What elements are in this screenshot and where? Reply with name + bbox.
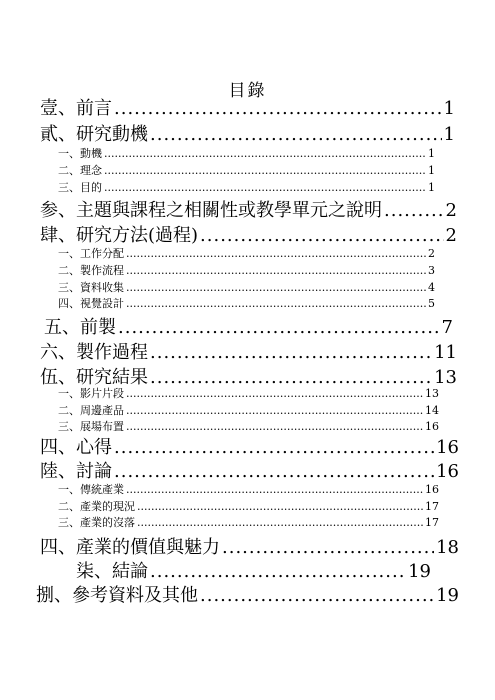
toc-entry-page: 16 — [425, 483, 439, 496]
toc-subentry — [58, 387, 439, 401]
toc-title: 目錄 — [228, 81, 267, 101]
toc-entry-page: 2 — [445, 225, 457, 246]
dot-leader — [126, 483, 423, 497]
toc-entry-page: 4 — [428, 281, 435, 294]
toc-entry-label: 六、製作過程 — [40, 342, 148, 363]
toc-subentry — [58, 281, 435, 295]
dot-leader — [150, 342, 432, 364]
dot-leader — [126, 264, 426, 278]
toc-entry-label: 三、資料收集 — [58, 281, 124, 294]
dot-leader — [150, 561, 406, 583]
toc-entry-references — [36, 585, 459, 607]
toc-entry-production — [40, 342, 457, 364]
toc-entry-page: 1 — [428, 181, 435, 194]
toc-subentry — [58, 164, 435, 178]
toc-entry-label: 一、工作分配 — [58, 247, 124, 260]
toc-entry-curriculum — [40, 200, 457, 222]
toc-entry-label: 二、製作流程 — [58, 264, 124, 277]
dot-leader — [126, 281, 426, 295]
toc-entry-methods — [40, 225, 457, 247]
dot-leader — [137, 516, 423, 530]
toc-entry-page: 3 — [428, 264, 435, 277]
dot-leader — [150, 367, 432, 389]
toc-entry-page: 11 — [434, 342, 457, 363]
toc-entry-label: 二、理念 — [58, 164, 102, 177]
dot-leader — [114, 461, 434, 483]
dot-leader — [104, 164, 426, 178]
toc-entry-page: 1 — [443, 98, 455, 119]
toc-subentry — [58, 516, 439, 530]
toc-entry-page: 1 — [443, 124, 455, 145]
toc-entry-page: 16 — [436, 461, 459, 482]
dot-leader — [104, 181, 426, 195]
toc-entry-reflections — [40, 437, 459, 459]
toc-entry-discussion — [40, 461, 459, 483]
toc-entry-page: 17 — [425, 500, 439, 513]
toc-entry-label: 五、前製 — [44, 317, 116, 338]
dot-leader — [114, 98, 442, 120]
toc-entry-page: 13 — [425, 387, 439, 400]
toc-entry-page: 7 — [441, 317, 453, 338]
dot-leader — [222, 537, 434, 559]
toc-entry-label: 四、產業的價值與魅力 — [40, 537, 220, 558]
toc-entry-page: 13 — [434, 367, 457, 388]
dot-leader — [384, 200, 444, 222]
dot-leader — [114, 437, 434, 459]
toc-entry-label: 一、傳統產業 — [58, 483, 124, 496]
dot-leader — [126, 387, 423, 401]
toc-entry-label: 一、影片片段 — [58, 387, 124, 400]
toc-subentry — [58, 420, 439, 434]
dot-leader — [200, 585, 434, 607]
dot-leader — [126, 297, 426, 311]
toc-entry-industry-value — [40, 537, 459, 559]
toc-subentry — [58, 181, 435, 195]
toc-subentry — [58, 264, 435, 278]
toc-entry-label: 三、展場布置 — [58, 420, 124, 433]
toc-subentry — [58, 147, 435, 161]
toc-entry-label: 二、產業的現況 — [58, 500, 135, 513]
dot-leader — [126, 420, 423, 434]
toc-entry-label: 陸、討論 — [40, 461, 112, 482]
toc-subentry — [58, 500, 439, 514]
toc-entry-label: 三、產業的沒落 — [58, 516, 135, 529]
toc-entry-conclusion — [76, 561, 431, 583]
toc-entry-page: 5 — [428, 297, 435, 310]
toc-entry-label: 肆、研究方法(過程) — [40, 225, 199, 246]
toc-entry-preface — [40, 98, 455, 120]
toc-entry-label: 捌、參考資料及其他 — [36, 585, 198, 606]
toc-entry-label: 四、心得 — [40, 437, 112, 458]
dot-leader — [150, 124, 442, 146]
toc-entry-label: 一、動機 — [58, 147, 102, 160]
dot-leader — [104, 147, 426, 161]
toc-entry-results — [40, 367, 457, 389]
toc-entry-page: 1 — [428, 164, 435, 177]
toc-entry-label: 四、視覺設計 — [58, 297, 124, 310]
toc-subentry — [58, 404, 439, 418]
toc-entry-page: 16 — [425, 420, 439, 433]
toc-entry-label: 伍、研究結果 — [40, 367, 148, 388]
toc-entry-label: 壹、前言 — [40, 98, 112, 119]
dot-leader — [118, 317, 440, 339]
dot-leader — [126, 404, 423, 418]
toc-entry-page: 1 — [428, 147, 435, 160]
toc-entry-label: 二、周邊產品 — [58, 404, 124, 417]
toc-entry-page: 18 — [436, 537, 459, 558]
dot-leader — [137, 500, 423, 514]
toc-entry-label: 三、目的 — [58, 181, 102, 194]
toc-entry-page: 16 — [436, 437, 459, 458]
toc-entry-page: 17 — [425, 516, 439, 529]
toc-subentry — [58, 247, 435, 261]
toc-subentry — [58, 483, 439, 497]
toc-entry-page: 2 — [428, 247, 435, 260]
toc-entry-page: 14 — [425, 404, 439, 417]
toc-entry-preproduction — [44, 317, 453, 339]
toc-entry-page: 19 — [408, 561, 431, 582]
toc-entry-page: 2 — [445, 200, 457, 221]
toc-entry-label: 貳、研究動機 — [40, 124, 148, 145]
toc-entry-label: 柒、結論 — [76, 561, 148, 582]
toc-entry-label: 参、主題與課程之相關性或教學單元之說明 — [40, 200, 382, 221]
toc-entry-motivation — [40, 124, 455, 146]
toc-subentry — [58, 297, 435, 311]
dot-leader — [126, 247, 426, 261]
dot-leader — [200, 225, 444, 247]
toc-entry-page: 19 — [436, 585, 459, 606]
